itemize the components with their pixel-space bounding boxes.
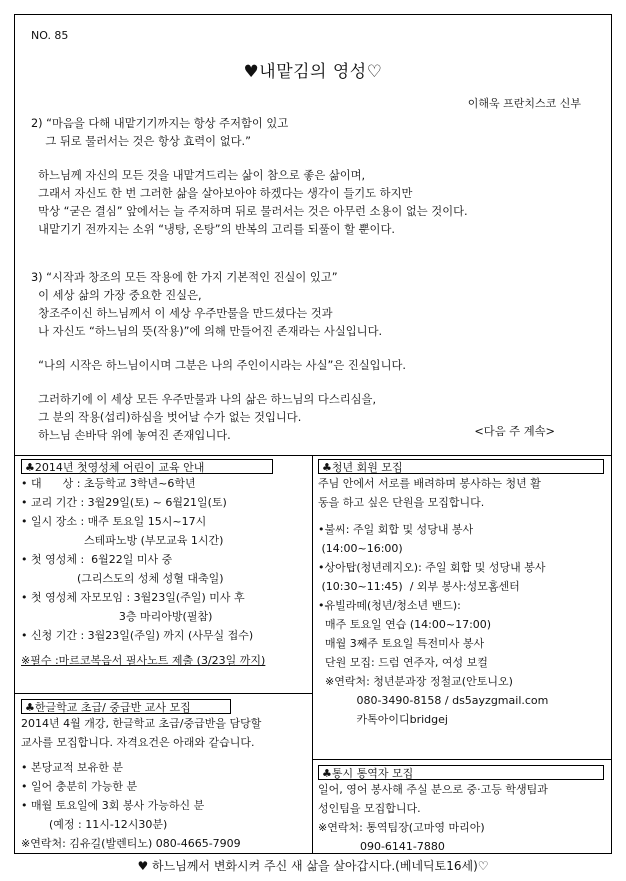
notice-line: • 대 상 : 초등학교 3학년~6학년 (21, 477, 196, 490)
notice-line: 090-6141-7880 (318, 840, 445, 853)
notice-line: 카톡아이디bridgej (318, 713, 448, 726)
main-article (15, 15, 611, 456)
notice-line: 교사를 모집합니다. 자격요건은 아래와 같습니다. (21, 736, 255, 749)
notice-line: ※연락처: 김유길(발렌티노) 080-4665-7909 (21, 837, 241, 850)
continued-note: <다음 주 계속> (474, 425, 555, 438)
text-line: 막상 “굳은 결심” 앞에서는 늘 주저하며 뒤로 물러서는 것은 아무런 소용이 없는 것이다. (31, 205, 468, 218)
notice-line: • 첫 영성체 : 6월22일 미사 중 (21, 553, 173, 566)
interpreter-notice (318, 765, 605, 856)
text-line: 이 세상 삶의 가장 중요한 진실은, (31, 289, 202, 302)
text-line: 그 분의 작용(섭리)하심을 벗어날 수가 없는 것입니다. (31, 411, 302, 424)
section-title: ♣한글학교 초급/ 중급반 교사 모집 (21, 699, 231, 714)
text-line: “나의 시작은 하느님이시며 그분은 나의 주인이시라는 사실”은 진실입니다. (31, 359, 407, 372)
notice-line: 일어, 영어 봉사해 주실 분으로 중·고등 학생팀과 (318, 783, 548, 796)
notice-line: •유빌라떼(청년/청소년 밴드): (318, 599, 461, 612)
notice-line: • 신청 기간 : 3월23일(주일) 까지 (사무실 접수) (21, 629, 254, 642)
notice-line: •불씨: 주일 회합 및 성당내 봉사 (318, 523, 474, 536)
text-line: 창조주이신 하느님께서 이 세상 우주만물을 만드셨다는 것과 (31, 307, 333, 320)
text-line: 2) “마음을 다해 내맡기기까지는 항상 주저함이 있고 (31, 117, 289, 130)
notice-line: • 일시 장소 : 매주 토요일 15시~17시 (21, 515, 207, 528)
notice-line: 스테파노방 (부모교육 1시간) (21, 534, 224, 547)
notice-line: • 매월 토요일에 3회 봉사 가능하신 분 (21, 799, 205, 812)
youth-notice (318, 459, 605, 729)
right-column (312, 455, 611, 853)
text-line: 하느님께 자신의 모든 것을 내맡겨드리는 삶이 참으로 좋은 삶이며, (31, 169, 366, 182)
text-line: 하느님 손바닥 위에 놓여진 존재입니다. (31, 429, 231, 442)
text-line: 나 자신도 “하느님의 뜻(작용)”에 의해 만들어진 존재라는 사실입니다. (31, 325, 383, 338)
section-title: ♣통시 통역자 모집 (318, 765, 604, 780)
section-title: ♣2014년 첫영성체 어린이 교육 안내 (21, 459, 273, 474)
text-line: 내맡기기 전까지는 소위 “냉탕, 온탕”의 반복의 고리를 되풀이 할 뿐이다. (31, 223, 395, 236)
notice-line: • 교리 기간 : 3월29일(토) ~ 6월21일(토) (21, 496, 227, 509)
notice-line: 매월 3째주 토요일 특전미사 봉사 (318, 637, 485, 650)
article-body (31, 115, 601, 445)
communion-notice (21, 459, 306, 670)
notice-line: 2014년 4월 개강, 한글학교 초급/중급반을 담당할 (21, 717, 262, 730)
notice-line: 성인팀을 모집합니다. (318, 802, 421, 815)
issue-number: NO. 85 (31, 29, 69, 42)
left-column (15, 455, 313, 853)
article-title: ♥내맡김의 영성♡ (243, 62, 383, 82)
notice-line: 단원 모집: 드럼 연주자, 여성 보컬 (318, 656, 488, 669)
notice-line: • 첫 영성체 자모모임 : 3월23일(주일) 미사 후 (21, 591, 245, 604)
text-line: 그래서 자신도 한 번 그러한 삶을 살아보아야 하겠다는 생각이 들기도 하지만 (31, 187, 413, 200)
notice-line: ※연락처: 통역팀장(고마영 마리아) (318, 821, 485, 834)
hangul-school-notice (21, 699, 306, 853)
notice-line: ※연락처: 청년분과장 정철교(안토니오) (318, 675, 513, 688)
notice-line: 080-3490-8158 / ds5ayzgmail.com (318, 694, 549, 707)
notice-line: •상아탑(청년레지오): 주일 회합 및 성당내 봉사 (318, 561, 546, 574)
notice-line: (10:30~11:45) / 외부 봉사:성모홈센터 (318, 580, 520, 593)
notice-line: (그리스도의 성체 성혈 대축일) (21, 572, 224, 585)
notice-line: 주님 안에서 서로를 배려하며 봉사하는 청년 활 (318, 477, 541, 490)
footer-quote: ♥ 하느님께서 변화시켜 주신 새 삶을 살아갑시다.(베네딕토16세)♡ (137, 859, 489, 873)
notice-line: 매주 토요일 연습 (14:00~17:00) (318, 618, 492, 631)
notice-line: (예정 : 11시-12시30분) (21, 818, 168, 831)
notice-line: 동을 하고 싶은 단원을 모집합니다. (318, 496, 485, 509)
bulletin-frame (14, 14, 612, 854)
text-line: 3) “시작과 창조의 모든 작용에 한 가지 기본적인 진실이 있고” (31, 271, 338, 284)
text-line: 그 뒤로 물러서는 것은 항상 효력이 없다.” (31, 135, 251, 148)
section-title: ♣청년 회원 모집 (318, 459, 604, 474)
text-line: 그러하기에 이 세상 모든 우주만물과 나의 삶은 하느님의 다스리심을, (31, 393, 377, 406)
notice-line: • 본당교적 보유한 분 (21, 761, 123, 774)
notice-line: 3층 마리아방(필참) (21, 610, 213, 623)
article-author: 이해욱 프란치스코 신부 (467, 97, 581, 110)
notice-note: ※필수 :마르코복음서 필사노트 제출 (3/23일 까지) (21, 654, 266, 667)
notice-line: (14:00~16:00) (318, 542, 403, 555)
notice-line: • 일어 충분히 가능한 분 (21, 780, 138, 793)
